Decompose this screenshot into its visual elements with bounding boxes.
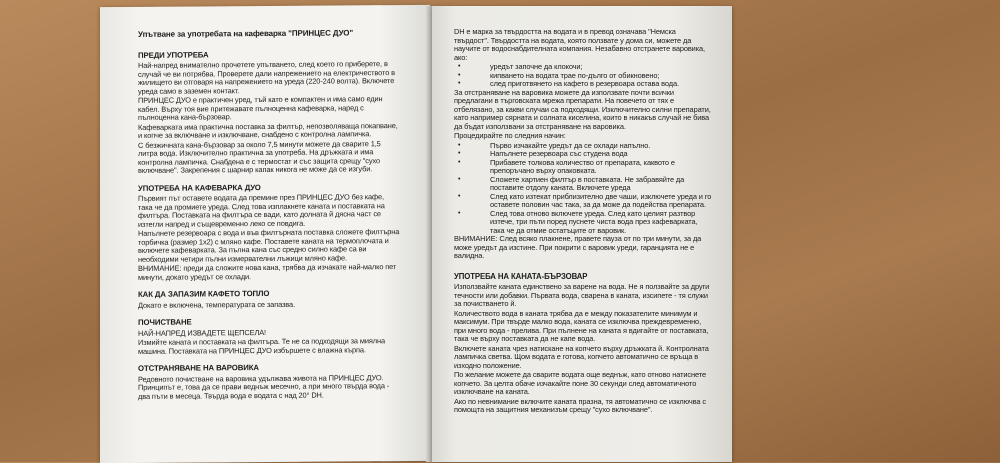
document-title: Упътване за употребата на кафеварка "ПРИНЦЕС ДУО" — [138, 28, 354, 39]
right-page-content — [454, 28, 712, 416]
procedure-list — [454, 142, 712, 236]
paragraph: ВНИМАНИЕ: преди да сложите нова кана, трябва да изчакате най-малко пет минути, докато уредът се охлади. — [138, 262, 397, 282]
list-item: • Сложете хартиен филтър в поставката. Не забравяйте да поставите отдолу каната. Включете уреда — [454, 176, 712, 193]
paragraph: DH е марка за твърдостта на водата и в превод означава "Немска твърдост". Твърдостта на водата, която ползвате у дома си, можете да научите от водоснабдителната компания. Незабавно отстранете варовика, ако: — [454, 27, 705, 62]
left-page-content — [138, 29, 400, 402]
list-item: • Напълнете резервоара със студена вода — [454, 150, 712, 159]
descaling-conditions-list — [454, 63, 712, 89]
section-heading-coffee-maker-use: УПОТРЕБА НА КАФЕВАРКА ДУО — [138, 182, 261, 193]
paragraph: Количеството вода в каната трябва да е между показателите минимум и максимум. При твърде малко вода, каната се изключва преждевременно, при много вода - прелива. При пълнене на каната я вдигайте от поставката, така че върху поставката да не капе вода. — [454, 308, 709, 343]
section-heading-cleaning: ПОЧИСТВАНЕ — [138, 317, 192, 327]
section-heading-keep-warm: КАК ДА ЗАПАЗИМ КАФЕТО ТОПЛО — [138, 288, 270, 299]
paragraph: По желание можете да сварите водата още веднъж, като отново натиснете копчето. За целта обаче изчакайте поне 30 секунди след автоматичното изключване на каната. — [454, 370, 706, 396]
paragraph: Включете каната чрез натискане на копчето върху дръжката й. Контролната лампичка светва. Щом водата е готова, копчето автоматично се връща в изходно положение. — [454, 343, 709, 370]
paragraph: Първият път оставете водата да премине през ПРИНЦЕС ДУО без кафе, така че да промиете уреда. След това изплакнете каната и поставката на филтъра. Поставката на филтъра се вади, като долната й дясна част се изтегли напред и същевременно леко се повдига. — [138, 192, 385, 229]
right-page — [432, 6, 732, 462]
paragraph: За отстраняване на варовика можете да използвате почти всички предлагани в търговската мрежа препарати. На повечето от тях е отбелязано, за какви случаи са подходящи. Изключително силни препарати, като например сярната и солната киселина, които в никакъв случай не бива да бъдат използвани за отстраняване на варовика. — [454, 87, 711, 131]
paragraph: Най-напред внимателно прочетете упътването, след което го приберете, в случай че ви потрябва. Проверете дали напрежението на електричеството в жилището ви отговаря на напрежението на уреда (220-240 волта). Включете уреда само в заземен контакт. — [138, 59, 395, 96]
paragraph: Използвайте каната единствено за варене на вода. Не я ползвайте за други течности или добавки. Първата вода, сварена в каната, изсипете - тя служи за почистването й. — [454, 282, 710, 308]
section-heading-kettle-use: УПОТРЕБА НА КАНАТА-БЪРЗОВАР — [454, 271, 588, 281]
paragraph: Кафеварката има практична поставка за филтър, непозволяваща покапване, и копче за включване и изключване, снабдено с контролна лампичка. — [138, 120, 398, 140]
paragraph: Напълнете резервоара с вода и във филтърната поставка сложете филтърна торбичка (размер 1x2) с мляно кафе. Поставете каната на термоплочата и включете кафеварката. За пълна кана със средно силно кафе са ви необходими четири пълни измервателни лъжици мляно кафе. — [138, 227, 400, 264]
paragraph: ПРИНЦЕС ДУО е практичен уред, тъй като е компактен и има само един кабел. Върху тоя вие притежавате пълноценна кафеварка, наред с пълноценна кана-бързовар. — [138, 94, 383, 122]
section-heading-descaling: ОТСТРАНЯВАНЕ НА ВАРОВИКА — [138, 363, 259, 373]
paragraph: НАЙ-НАПРЕД ИЗВАДЕТЕ ЩЕПСЕЛА! — [138, 327, 266, 338]
paragraph: Измийте каната и поставката на филтъра. Те не са подходящи за миялна машина. Поставката на ПРИНЦЕС ДУО избършете с влажна кърпа. — [138, 336, 385, 356]
paragraph: Процедирайте по следния начин: — [454, 131, 566, 140]
paragraph: Редовното почистване на варовика удължава живота на ПРИНЦЕС ДУО. Принципът е, това да се прави веднъж месечно, а при много твърда вода - два пъти в месеца. Твърда вода е водата с над 20° DH. — [138, 372, 390, 401]
section-heading-before-use: ПРЕДИ УПОТРЕБА — [138, 49, 209, 60]
left-page — [100, 5, 430, 463]
list-item: • Прибавете толкова количество от препарата, каквото е препоръчано върху опаковката. — [454, 159, 712, 176]
list-item: • кипването на водата трае по-дълго от обикновено; — [454, 72, 712, 81]
list-item: • уредът започне да клокочи; — [454, 63, 712, 72]
list-item: • След като изтекат приблизително две чаши, изключете уреда и го оставете половин час така, за да може да подейства препарата. — [454, 193, 712, 210]
paragraph: Докато е включена, температурата се запазва. — [138, 299, 296, 310]
list-item: • Първо изчакайте уредът да се охлади напълно. — [454, 142, 712, 151]
paragraph: Ако по невнимание включите каната празна, тя автоматично се изключва с помощта на защитния механизъм срещу "сухо включване". — [454, 396, 706, 414]
warning-text: ВНИМАНИЕ: След всяко плакнене, правете пауза от по три минути, за да може уредът да изстине. При покрити с варовик уреди, гаранцията не е валидна. — [454, 234, 702, 260]
list-item: • След това отново включете уреда. След като целият разтвор изтече, три пъти поред пуснете чиста вода през кафеварката, така че да отмие остатъците от варовик. — [454, 210, 712, 236]
list-item: • след приготвянето на кафето в резервоара остава вода. — [454, 80, 712, 89]
paragraph: С безжичната кана-бързовар за около 7,5 минути можете да сварите 1,5 литра вода. Изключително практична за употреба. На дръжката и има контролна лампичка. Снабдена е с термостат и със защита срещу "сухо включване". Закрепения с шарнир капак никога не може да се изгуби. — [138, 138, 381, 175]
